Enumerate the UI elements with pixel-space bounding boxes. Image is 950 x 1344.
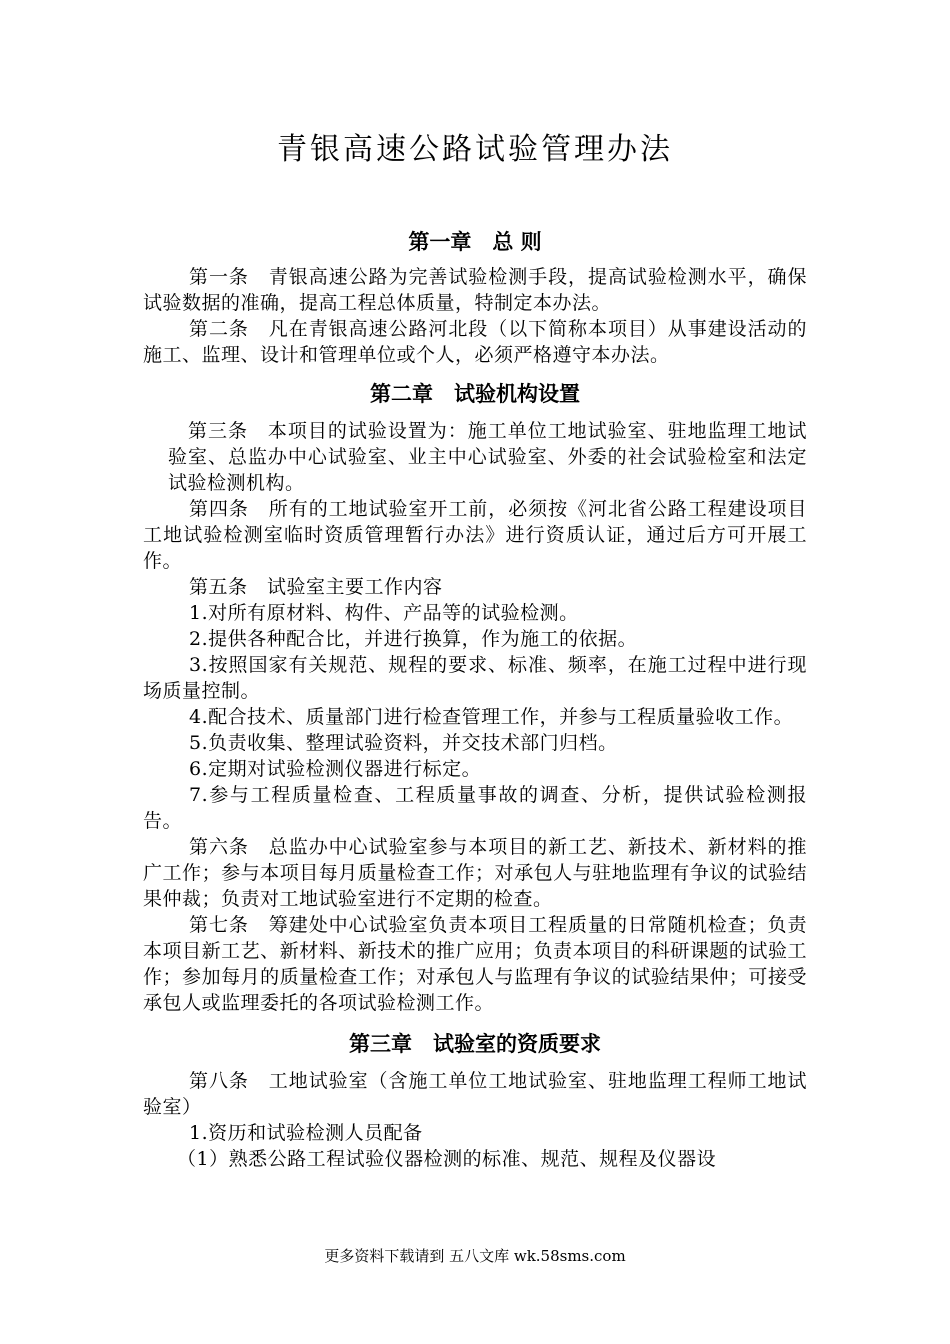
article-5: 第五条 试验室主要工作内容 (189, 576, 443, 598)
document-body (143, 222, 807, 1172)
list-item: 1.对所有原材料、构件、产品等的试验检测。 (189, 602, 579, 624)
article-8: 第八条 工地试验室（含施工单位工地试验室、驻地监理工程师工地试验室） (143, 1070, 807, 1118)
chapter-heading-1: 第一章 总 则 (408, 229, 542, 254)
list-item: 2.提供各种配合比，并进行换算，作为施工的依据。 (189, 628, 638, 650)
list-item: 3.按照国家有关规范、规程的要求、标准、频率，在施工过程中进行现场质量控制。 (143, 654, 807, 702)
article-6: 第六条 总监办中心试验室参与本项目的新工艺、新技术、新材料的推广工作；参与本项目每月质量检查工作；对承包人与驻地监理有争议的试验结果仲裁；负责对工地试验室进行不定期的检查。 (143, 836, 807, 910)
article-4: 第四条 所有的工地试验室开工前，必须按《河北省公路工程建设项目工地试验检测室临时资质管理暂行办法》进行资质认证，通过后方可开展工作。 (143, 498, 807, 572)
chapter-heading-2: 第二章 试验机构设置 (370, 381, 580, 406)
article-3: 第三条 本项目的试验设置为：施工单位工地试验室、驻地监理工地试验室、总监办中心试验室、业主中心试验室、外委的社会试验检室和法定试验检测机构。 (168, 420, 807, 494)
list-item: （1）熟悉公路工程试验仪器检测的标准、规范、规程及仪器设 (177, 1148, 717, 1170)
article-1: 第一条 青银高速公路为完善试验检测手段，提高试验检测水平，确保试验数据的准确，提高工程总体质量，特制定本办法。 (143, 266, 807, 314)
list-item: 6.定期对试验检测仪器进行标定。 (189, 758, 482, 780)
document-title: 青银高速公路试验管理办法 (277, 132, 673, 167)
article-7: 第七条 筹建处中心试验室负责本项目工程质量的日常随机检查；负责本项目新工艺、新材料、新技术的推广应用；负责本项目的科研课题的试验工作；参加每月的质量检查工作；对承包人与监理有争议的试验结果仲；可接受承包人或监理委托的各项试验检测工作。 (143, 914, 807, 1014)
list-item: 1.资历和试验检测人员配备 (189, 1122, 423, 1144)
list-item: 5.负责收集、整理试验资料，并交技术部门归档。 (189, 732, 618, 754)
list-item: 4.配合技术、质量部门进行检查管理工作，并参与工程质量验收工作。 (189, 706, 794, 728)
list-item: 7.参与工程质量检查、工程质量事故的调查、分析，提供试验检测报告。 (143, 784, 807, 832)
chapter-heading-3: 第三章 试验室的资质要求 (349, 1031, 601, 1056)
article-2: 第二条 凡在青银高速公路河北段（以下简称本项目）从事建设活动的施工、监理、设计和管理单位或个人，必须严格遵守本办法。 (143, 318, 807, 366)
footer-note: 更多资料下载请到 五八文库 wk.58sms.com (324, 1247, 626, 1265)
